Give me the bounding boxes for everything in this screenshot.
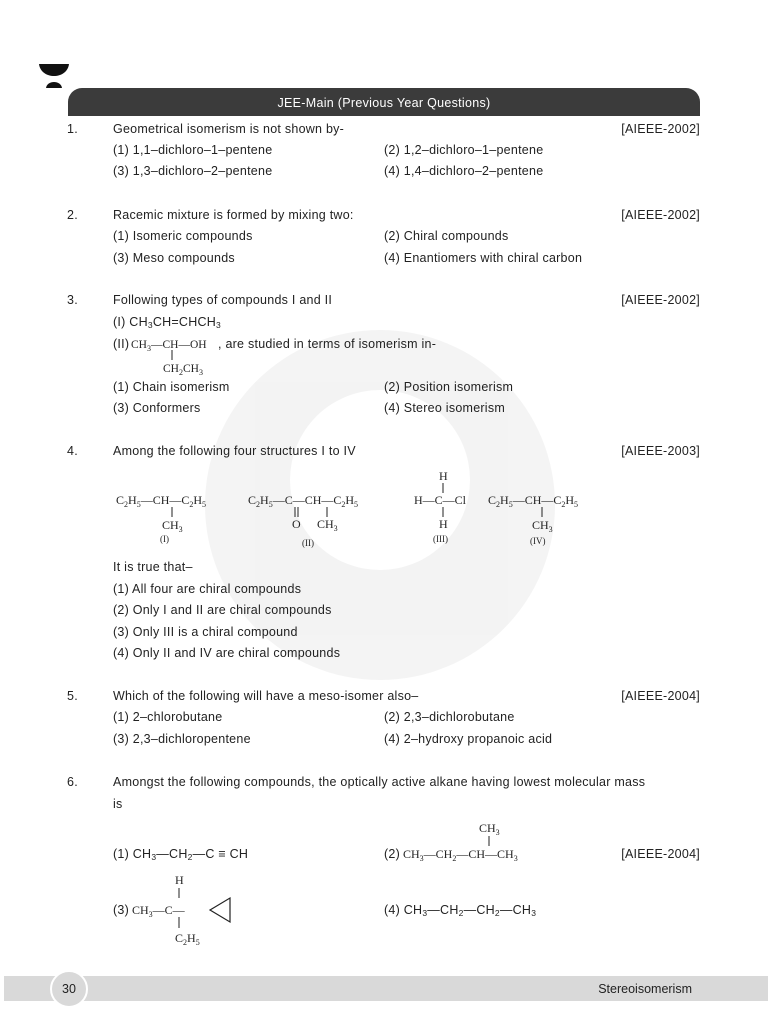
- q4-option-2: (2) Only I and II are chiral compounds: [113, 603, 332, 617]
- svg-text:H: H: [175, 873, 184, 887]
- svg-text:CH3: $CH_3$: [532, 518, 553, 534]
- q4-number: 4.: [67, 444, 78, 458]
- q2-option-4: (4) Enantiomers with chiral carbon: [384, 251, 583, 265]
- svg-text:H—C—Cl: H—C—Cl: [414, 493, 467, 507]
- q5-option-2: (2) 2,3–dichlorobutane: [384, 710, 515, 724]
- q2-number: 2.: [67, 208, 78, 222]
- structure-i: [116, 493, 206, 544]
- q3-option-2: (2) Position isomerism: [384, 380, 514, 394]
- q6-option-3-structure: [132, 870, 242, 948]
- option-4-label: (4): [384, 903, 401, 917]
- q5-stem: Which of the following will have a meso-isomer also–: [113, 689, 419, 703]
- svg-text:CH3—CH—OH: $CH_3—CH—OH$: [131, 339, 207, 353]
- q3-number: 3.: [67, 293, 78, 307]
- svg-text:(III): (III): [433, 534, 448, 544]
- q1-stem: Geometrical isomerism is not shown by-: [113, 122, 345, 136]
- option-1-label: (1): [113, 847, 130, 861]
- q6-option-4: (4) $CH_3—CH_2—CH_2—CH_3$: [384, 903, 537, 918]
- q6-number: 6.: [67, 775, 78, 789]
- q3-stem: Following types of compounds I and II: [113, 293, 333, 307]
- compound-ii-label: (II): [113, 337, 130, 351]
- q3-reference: [AIEEE-2002]: [621, 293, 700, 307]
- svg-text:CH3: $CH_3$: [317, 517, 338, 533]
- q1-option-1: (1) 1,1–dichloro–1–pentene: [113, 143, 273, 157]
- compound-i-label: (I): [113, 315, 126, 329]
- svg-text:CH3—CH2—CH—CH3: $CH_3—CH_2—CH—CH_3$: [403, 847, 518, 863]
- q5-option-4: (4) 2–hydroxy propanoic acid: [384, 732, 553, 746]
- q4-lead: It is true that–: [113, 560, 193, 574]
- q4-stem: Among the following four structures I to IV: [113, 444, 356, 458]
- svg-text:(IV): (IV): [530, 536, 546, 546]
- svg-text:H: H: [439, 517, 448, 531]
- brand-logo: [39, 64, 69, 88]
- svg-text:C2H5—C—CH—C2H5: $C_2H_5—C—CH—C_2H_5$: [248, 493, 359, 509]
- svg-text:O: O: [292, 517, 301, 531]
- svg-text:C2H5—CH—C2H5: $C_2H_5—CH—C_2H_5$: [116, 493, 207, 509]
- structure-ii: [248, 493, 358, 548]
- q2-stem: Racemic mixture is formed by mixing two:: [113, 208, 354, 222]
- q2-option-1: (1) Isomeric compounds: [113, 229, 253, 243]
- svg-text:(I): (I): [160, 534, 169, 544]
- svg-text:C2H5—CH—C2H5: $C_2H_5—CH—C_2H_5$: [488, 493, 579, 509]
- q2-reference: [AIEEE-2002]: [621, 208, 700, 222]
- chapter-title: Stereoisomerism: [598, 982, 692, 996]
- compound-ii-structure: [131, 334, 221, 376]
- page-number: 30: [50, 970, 88, 1008]
- q5-option-3: (3) 2,3–dichloropentene: [113, 732, 251, 746]
- q6-option-2-structure: [403, 818, 543, 864]
- q3-compound-ii: [113, 336, 129, 352]
- structure-iv: [488, 493, 578, 546]
- q1-option-4: (4) 1,4–dichloro–2–pentene: [384, 164, 544, 178]
- q4-structures: [112, 466, 602, 552]
- q3-option-3: (3) Conformers: [113, 401, 201, 415]
- structure-iii: [414, 469, 467, 544]
- q3-compound-i: (I) $CH_3CH=CHCH_3$: [113, 315, 222, 330]
- q6-stem-continued: is: [113, 797, 123, 811]
- q4-option-1: (1) All four are chiral compounds: [113, 582, 302, 596]
- svg-text:CH2CH3: $CH_2CH_3$: [163, 363, 203, 376]
- q5-option-1: (1) 2–chlorobutane: [113, 710, 223, 724]
- q1-option-3: (3) 1,3–dichloro–2–pentene: [113, 164, 273, 178]
- svg-text:C2H5: $C_2H_5$: [175, 931, 200, 947]
- q6-option-1: (1) $CH_3—CH_2—C$ ≡ CH: [113, 847, 249, 862]
- svg-text:CH3: $CH_3$: [162, 518, 183, 534]
- q4-option-3: (3) Only III is a chiral compound: [113, 625, 298, 639]
- svg-text:CH3: $CH_3$: [479, 821, 500, 837]
- q1-reference: [AIEEE-2002]: [621, 122, 700, 136]
- svg-text:(II): (II): [302, 538, 314, 548]
- q5-reference: [AIEEE-2004]: [621, 689, 700, 703]
- q4-reference: [AIEEE-2003]: [621, 444, 700, 458]
- q6-stem: Amongst the following compounds, the optically active alkane having lowest molecular mass: [113, 775, 646, 789]
- q3-compound-ii-text: , are studied in terms of isomerism in-: [218, 337, 437, 351]
- q3-option-4: (4) Stereo isomerism: [384, 401, 505, 415]
- q1-number: 1.: [67, 122, 78, 136]
- q2-option-2: (2) Chiral compounds: [384, 229, 509, 243]
- q1-option-2: (2) 1,2–dichloro–1–pentene: [384, 143, 544, 157]
- q4-option-4: (4) Only II and IV are chiral compounds: [113, 646, 341, 660]
- q5-number: 5.: [67, 689, 78, 703]
- q6-reference: [AIEEE-2004]: [621, 847, 700, 861]
- section-banner: JEE-Main (Previous Year Questions): [68, 88, 700, 116]
- svg-text:H: H: [439, 469, 448, 483]
- q6-option-3-label: (3): [113, 903, 130, 917]
- svg-text:CH3—C—: $CH_3—C—$: [132, 903, 185, 919]
- q3-option-1: (1) Chain isomerism: [113, 380, 230, 394]
- q6-option-2-label: (2): [384, 847, 401, 861]
- q2-option-3: (3) Meso compounds: [113, 251, 235, 265]
